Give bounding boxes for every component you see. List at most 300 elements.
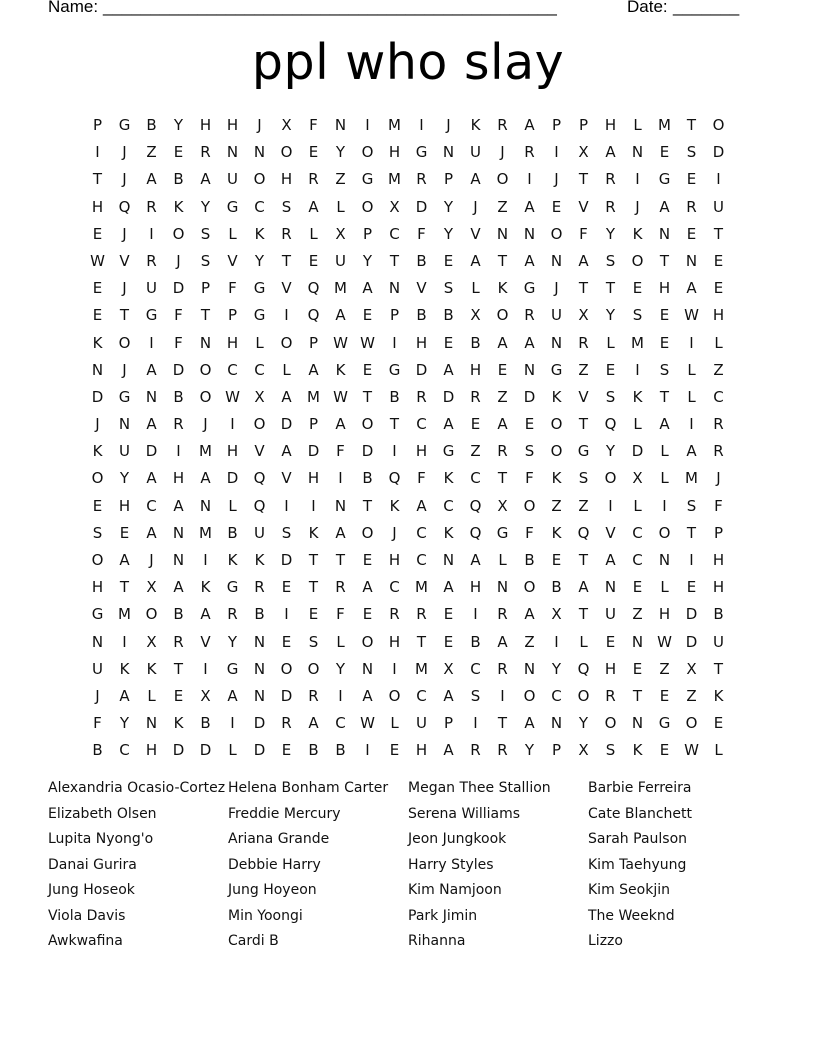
grid-letter: N — [658, 551, 671, 569]
grid-letter: I — [365, 116, 370, 134]
grid-letter: L — [498, 551, 507, 569]
grid-letter: R — [497, 605, 508, 624]
grid-letter: R — [281, 714, 292, 733]
puzzle-title: ppl who slay — [251, 34, 565, 91]
grid-letter: Y — [227, 632, 238, 651]
date-field-line: _______ — [673, 0, 740, 16]
grid-letter: Q — [388, 469, 401, 488]
grid-letter: N — [442, 551, 455, 569]
grid-letter: A — [416, 496, 427, 515]
grid-letter: O — [280, 143, 293, 162]
grid-letter: N — [253, 659, 266, 678]
grid-letter: D — [253, 714, 266, 733]
grid-letter: N — [199, 333, 212, 352]
grid-letter: F — [336, 605, 345, 624]
grid-letter: S — [92, 523, 103, 542]
grid-letter: N — [550, 251, 563, 270]
grid-letter: E — [362, 306, 373, 325]
grid-letter: G — [658, 714, 671, 733]
grid-letter: A — [443, 686, 454, 705]
name-field-line: ________________________________________________ — [103, 0, 557, 16]
grid-letter: X — [389, 197, 400, 216]
grid-letter: O — [361, 197, 374, 216]
grid-letter: R — [605, 197, 616, 216]
grid-letter: A — [686, 279, 697, 298]
word-list-item: Viola Davis — [48, 907, 126, 924]
grid-letter: D — [172, 741, 185, 760]
grid-letter: T — [362, 387, 373, 406]
grid-letter: R — [416, 387, 427, 406]
grid-letter: A — [362, 686, 373, 705]
grid-letter: A — [497, 632, 508, 651]
grid-letter: G — [496, 523, 509, 542]
grid-letter: L — [660, 442, 669, 461]
grid-letter: S — [281, 523, 292, 542]
grid-letter: Y — [362, 251, 373, 270]
grid-letter: A — [443, 578, 454, 597]
grid-letter: P — [443, 714, 454, 733]
grid-letter: I — [662, 496, 667, 515]
grid-letter: H — [415, 333, 428, 352]
grid-letter: E — [119, 523, 130, 542]
grid-letter: P — [551, 116, 562, 134]
grid-letter: B — [173, 387, 184, 406]
grid-letter: C — [470, 659, 481, 678]
grid-letter: D — [91, 387, 104, 406]
grid-letter: P — [200, 279, 211, 298]
grid-letter: L — [228, 224, 237, 243]
grid-letter: A — [173, 578, 184, 597]
word-list-item: Serena Williams — [408, 805, 521, 822]
grid-letter: O — [280, 659, 293, 678]
grid-letter: B — [470, 632, 481, 651]
grid-letter: Q — [577, 659, 590, 678]
grid-letter: O — [307, 659, 320, 678]
grid-letter: G — [415, 143, 428, 162]
grid-letter: V — [281, 279, 292, 298]
grid-letter: A — [335, 523, 346, 542]
grid-letter: E — [308, 605, 319, 624]
grid-letter: K — [632, 224, 643, 243]
grid-letter: W — [657, 632, 672, 651]
grid-letter: A — [200, 605, 211, 624]
grid-letter: Q — [469, 496, 482, 515]
grid-letter: K — [92, 442, 103, 461]
grid-letter: O — [361, 632, 374, 651]
grid-letter: I — [122, 632, 127, 651]
grid-letter: O — [550, 224, 563, 243]
grid-letter: X — [146, 632, 157, 651]
grid-letter: A — [200, 170, 211, 189]
grid-letter: M — [307, 387, 320, 406]
grid-letter: E — [362, 551, 373, 569]
grid-letter: N — [685, 251, 698, 270]
grid-letter: J — [473, 197, 478, 216]
grid-letter: Z — [713, 360, 724, 379]
grid-letter: O — [604, 469, 617, 488]
grid-letter: E — [308, 251, 319, 270]
grid-letter: A — [470, 251, 481, 270]
grid-letter: H — [658, 605, 671, 624]
grid-letter: Y — [443, 224, 454, 243]
word-list-item: Jeon Jungkook — [408, 831, 507, 847]
grid-letter: H — [226, 333, 239, 352]
grid-letter: R — [470, 741, 481, 760]
grid-letter: Z — [659, 659, 670, 678]
grid-letter: H — [118, 496, 131, 515]
grid-letter: K — [227, 551, 238, 569]
grid-letter: T — [605, 279, 616, 298]
grid-letter: I — [635, 360, 640, 379]
grid-letter: H — [712, 551, 725, 569]
grid-letter: I — [284, 496, 289, 515]
grid-letter: I — [689, 551, 694, 569]
grid-letter: R — [416, 605, 427, 624]
grid-letter: N — [172, 551, 185, 569]
grid-letter: E — [659, 333, 670, 352]
word-list-item: Cate Blanchett — [588, 805, 693, 822]
grid-letter: E — [443, 251, 454, 270]
grid-letter: H — [388, 632, 401, 651]
grid-letter: N — [631, 143, 644, 162]
grid-letter: O — [280, 333, 293, 352]
grid-letter: E — [173, 686, 184, 705]
grid-letter: M — [415, 578, 428, 597]
grid-letter: Y — [335, 659, 346, 678]
grid-letter: R — [281, 224, 292, 243]
grid-letter: H — [469, 578, 482, 597]
grid-letter: C — [632, 523, 643, 542]
grid-letter: E — [713, 251, 724, 270]
grid-letter: E — [362, 360, 373, 379]
grid-letter: F — [228, 279, 237, 298]
grid-letter: M — [334, 279, 347, 298]
grid-letter: A — [281, 442, 292, 461]
grid-letter: S — [443, 279, 454, 298]
grid-letter: B — [173, 605, 184, 624]
grid-letter: R — [146, 197, 157, 216]
grid-letter: D — [280, 686, 293, 705]
grid-letter: O — [361, 415, 374, 434]
grid-letter: I — [689, 415, 694, 434]
grid-letter: E — [686, 578, 697, 597]
grid-letter: B — [92, 741, 103, 760]
grid-letter: P — [578, 116, 589, 134]
grid-letter: M — [685, 469, 698, 488]
grid-letter: X — [254, 387, 265, 406]
word-list-item: Jung Hoseok — [48, 882, 135, 898]
grid-letter: F — [309, 116, 318, 134]
grid-letter: D — [199, 741, 212, 760]
grid-letter: P — [551, 741, 562, 760]
grid-letter: R — [335, 578, 346, 597]
grid-letter: F — [417, 224, 426, 243]
grid-letter: C — [416, 415, 427, 434]
grid-letter: J — [122, 360, 127, 379]
grid-letter: K — [254, 551, 265, 569]
word-list-item: Danai Gurira — [48, 856, 137, 873]
grid-letter: V — [416, 279, 427, 298]
grid-letter: R — [173, 415, 184, 434]
grid-letter: N — [334, 496, 347, 515]
grid-letter: T — [659, 251, 670, 270]
name-date-line — [48, 0, 748, 19]
grid-letter: L — [309, 224, 318, 243]
grid-letter: Y — [335, 143, 346, 162]
grid-letter: I — [392, 659, 397, 678]
grid-letter: B — [335, 741, 346, 760]
grid-letter: R — [173, 632, 184, 651]
grid-letter: N — [523, 224, 536, 243]
grid-letter: A — [524, 714, 535, 733]
grid-letter: G — [226, 659, 239, 678]
grid-letter: O — [604, 714, 617, 733]
grid-letter: C — [254, 197, 265, 216]
grid-letter: J — [149, 551, 154, 569]
word-list-item: Sarah Paulson — [588, 831, 688, 847]
grid-letter: I — [284, 605, 289, 624]
grid-letter: L — [633, 415, 642, 434]
grid-letter: I — [554, 632, 559, 651]
grid-letter: E — [605, 360, 616, 379]
grid-letter: J — [392, 523, 397, 542]
grid-letter: E — [497, 360, 508, 379]
grid-letter: N — [604, 578, 617, 597]
grid-letter: D — [361, 442, 374, 461]
grid-letter: B — [713, 605, 724, 624]
grid-letter: N — [172, 523, 185, 542]
grid-letter: G — [91, 605, 104, 624]
grid-letter: P — [713, 523, 724, 542]
grid-letter: T — [119, 578, 130, 597]
grid-letter: K — [200, 578, 211, 597]
grid-letter: N — [550, 714, 563, 733]
grid-letter: B — [254, 605, 265, 624]
grid-letter: I — [716, 170, 721, 189]
grid-letter: N — [145, 714, 158, 733]
grid-letter: N — [334, 116, 347, 134]
grid-letter: K — [551, 387, 562, 406]
grid-letter: L — [687, 360, 696, 379]
grid-letter: D — [280, 415, 293, 434]
grid-letter: N — [91, 632, 104, 651]
grid-letter: R — [497, 442, 508, 461]
grid-letter: J — [122, 224, 127, 243]
grid-letter: T — [308, 551, 319, 569]
grid-letter: A — [524, 116, 535, 134]
grid-letter: K — [389, 496, 400, 515]
grid-letter: Z — [470, 442, 481, 461]
grid-letter: N — [253, 143, 266, 162]
grid-letter: G — [118, 116, 131, 134]
grid-letter: N — [199, 496, 212, 515]
word-list-item: Elizabeth Olsen — [48, 805, 157, 822]
grid-letter: E — [659, 143, 670, 162]
grid-letter: U — [335, 251, 346, 270]
grid-letter: N — [523, 659, 536, 678]
word-list-item: The Weeknd — [588, 907, 675, 924]
grid-letter: P — [308, 415, 319, 434]
grid-letter: E — [524, 415, 535, 434]
grid-letter: E — [92, 279, 103, 298]
grid-letter: Z — [578, 360, 589, 379]
grid-letter: Y — [119, 714, 130, 733]
grid-letter: L — [633, 116, 642, 134]
grid-letter: E — [389, 741, 400, 760]
grid-letter: N — [658, 224, 671, 243]
grid-letter: B — [389, 387, 400, 406]
grid-letter: I — [473, 714, 478, 733]
word-list-item: Debbie Harry — [228, 856, 321, 873]
grid-letter: C — [713, 387, 724, 406]
grid-letter: V — [227, 251, 238, 270]
grid-letter: I — [392, 442, 397, 461]
grid-letter: N — [253, 632, 266, 651]
grid-letter: Z — [686, 686, 697, 705]
grid-letter: J — [554, 170, 559, 189]
grid-letter: A — [146, 170, 157, 189]
word-list-item: Lupita Nyong'o — [48, 831, 154, 847]
grid-letter: R — [146, 251, 157, 270]
grid-letter: T — [578, 605, 589, 624]
grid-letter: M — [199, 523, 212, 542]
grid-letter: R — [605, 170, 616, 189]
grid-letter: A — [200, 469, 211, 488]
grid-letter: E — [281, 632, 292, 651]
grid-letter: J — [257, 116, 262, 134]
grid-letter: N — [91, 360, 104, 379]
grid-letter: X — [551, 605, 562, 624]
grid-letter: A — [146, 415, 157, 434]
grid-letter: A — [659, 415, 670, 434]
grid-letter: Z — [632, 605, 643, 624]
grid-letter: M — [388, 170, 401, 189]
grid-letter: U — [470, 143, 481, 162]
grid-letter: T — [200, 306, 211, 325]
grid-letter: D — [172, 279, 185, 298]
grid-letter: W — [684, 741, 699, 760]
grid-letter: D — [415, 360, 428, 379]
grid-letter: J — [635, 197, 640, 216]
grid-letter: T — [281, 251, 292, 270]
grid-letter: A — [119, 686, 130, 705]
grid-letter: T — [389, 415, 400, 434]
grid-letter: A — [659, 197, 670, 216]
grid-letter: X — [578, 741, 589, 760]
grid-letter: U — [416, 714, 427, 733]
grid-letter: L — [147, 686, 156, 705]
grid-letter: Y — [605, 442, 616, 461]
word-list-item: Barbie Ferreira — [588, 780, 692, 796]
grid-letter: Y — [254, 251, 265, 270]
grid-letter: J — [554, 279, 559, 298]
grid-letter: G — [118, 387, 131, 406]
grid-letter: L — [228, 741, 237, 760]
grid-letter: L — [714, 741, 723, 760]
grid-letter: S — [605, 741, 616, 760]
grid-letter: I — [176, 442, 181, 461]
grid-letter: R — [713, 415, 724, 434]
grid-letter: W — [333, 387, 348, 406]
grid-letter: M — [118, 605, 131, 624]
grid-letter: G — [442, 442, 455, 461]
grid-letter: Z — [578, 496, 589, 515]
grid-letter: C — [389, 578, 400, 597]
grid-letter: A — [578, 251, 589, 270]
grid-letter: H — [172, 469, 185, 488]
grid-letter: F — [714, 496, 723, 515]
grid-letter: I — [635, 170, 640, 189]
grid-letter: V — [119, 251, 130, 270]
grid-letter: C — [416, 551, 427, 569]
grid-letter: U — [227, 170, 238, 189]
grid-letter: A — [578, 578, 589, 597]
grid-letter: I — [527, 170, 532, 189]
grid-letter: C — [389, 224, 400, 243]
grid-letter: B — [362, 469, 373, 488]
grid-letter: I — [689, 333, 694, 352]
grid-letter: A — [524, 605, 535, 624]
grid-letter: G — [550, 360, 563, 379]
grid-letter: G — [145, 306, 158, 325]
grid-letter: F — [525, 523, 534, 542]
grid-letter: N — [226, 143, 239, 162]
grid-letter: J — [122, 143, 127, 162]
grid-letter: T — [713, 659, 724, 678]
grid-letter: F — [579, 224, 588, 243]
grid-letter: R — [470, 387, 481, 406]
grid-letter: R — [497, 741, 508, 760]
grid-letter: Z — [146, 143, 157, 162]
grid-letter: C — [335, 714, 346, 733]
grid-letter: T — [173, 659, 184, 678]
grid-letter: T — [497, 251, 508, 270]
grid-letter: E — [659, 741, 670, 760]
grid-letter: C — [470, 469, 481, 488]
grid-letter: B — [470, 333, 481, 352]
grid-letter: Y — [443, 197, 454, 216]
grid-letter: U — [713, 197, 724, 216]
grid-letter: N — [496, 578, 509, 597]
grid-letter: L — [633, 496, 642, 515]
grid-letter: J — [122, 170, 127, 189]
grid-letter: R — [254, 578, 265, 597]
grid-letter: T — [416, 632, 427, 651]
grid-letter: D — [415, 197, 428, 216]
grid-letter: N — [496, 224, 509, 243]
grid-letter: G — [226, 197, 239, 216]
grid-letter: S — [470, 686, 481, 705]
grid-letter: H — [226, 442, 239, 461]
grid-letter: Y — [200, 197, 211, 216]
letter-grid — [84, 112, 732, 765]
grid-letter: E — [308, 143, 319, 162]
grid-letter: E — [632, 279, 643, 298]
grid-letter: E — [281, 741, 292, 760]
grid-letter: W — [360, 714, 375, 733]
grid-letter: A — [524, 197, 535, 216]
grid-letter: H — [658, 279, 671, 298]
grid-letter: L — [228, 496, 237, 515]
grid-letter: E — [470, 415, 481, 434]
grid-letter: N — [550, 333, 563, 352]
grid-letter: Y — [605, 224, 616, 243]
grid-letter: X — [470, 306, 481, 325]
grid-letter: F — [417, 469, 426, 488]
grid-letter: T — [686, 116, 697, 134]
grid-letter: I — [284, 306, 289, 325]
grid-letter: E — [173, 143, 184, 162]
